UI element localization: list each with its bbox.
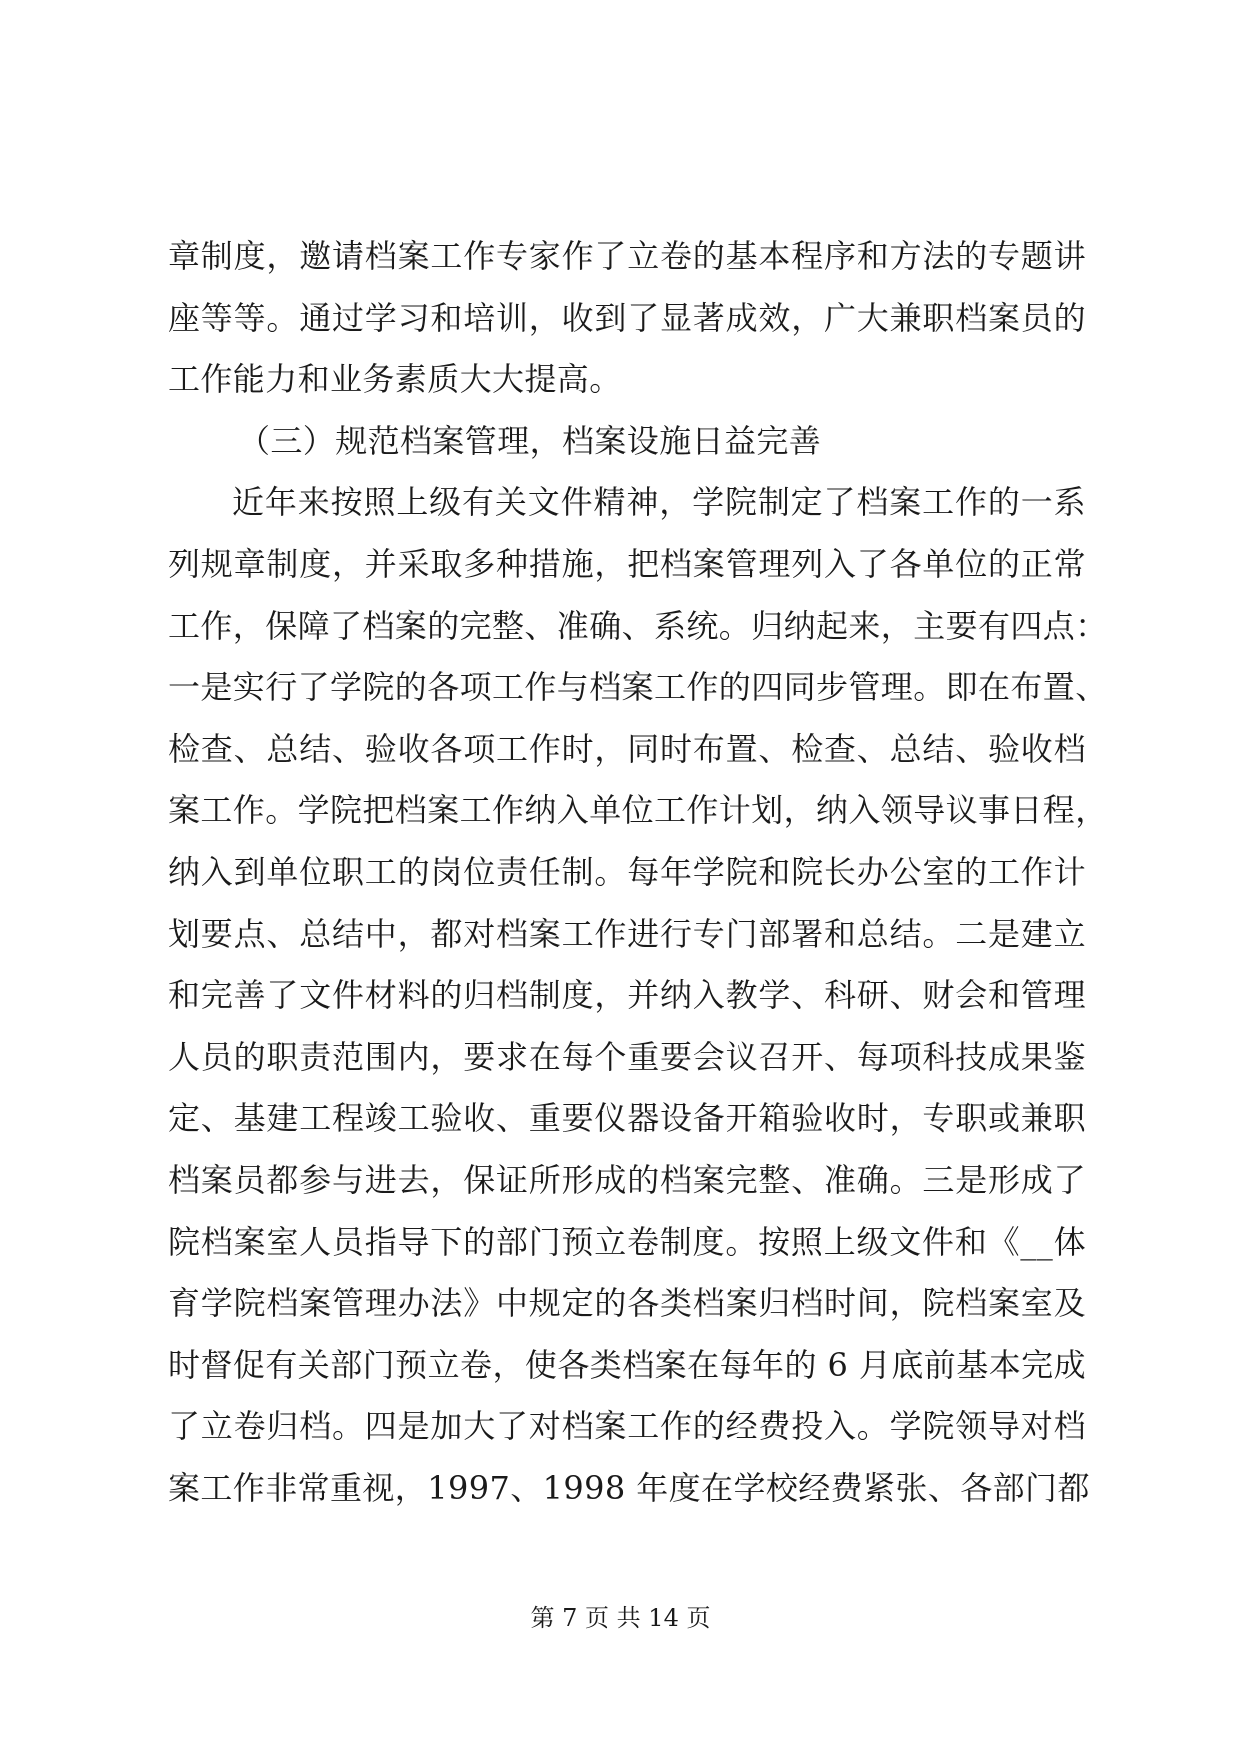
text-line: 院档案室人员指导下的部门预立卷制度。按照上级文件和《__体 — [168, 1222, 1086, 1261]
text-line: 档案员都参与进去，保证所形成的档案完整、准确。三是形成了 — [168, 1160, 1086, 1199]
text-line: 人员的职责范围内，要求在每个重要会议召开、每项科技成果鉴 — [168, 1037, 1086, 1076]
text-line: 和完善了文件材料的归档制度，并纳入教学、科研、财会和管理 — [168, 976, 1086, 1015]
text-line: 一是实行了学院的各项工作与档案工作的四同步管理。即在布置、 — [168, 668, 1108, 707]
text-line: 列规章制度，并采取多种措施，把档案管理列入了各单位的正常 — [168, 544, 1086, 583]
text-line: 定、基建工程竣工验收、重要仪器设备开箱验收时，专职或兼职 — [168, 1099, 1086, 1138]
section-heading: （三）规范档案管理，档案设施日益完善 — [238, 421, 822, 460]
text-line: 案工作。学院把档案工作纳入单位工作计划，纳入领导议事日程， — [168, 791, 1108, 830]
text-line: 近年来按照上级有关文件精神，学院制定了档案工作的一系 — [232, 483, 1086, 522]
text-line: 座等等。通过学习和培训，收到了显著成效，广大兼职档案员的 — [168, 298, 1086, 337]
page-number: 第 7 页 共 14 页 — [530, 1604, 711, 1632]
text-line: 了立卷归档。四是加大了对档案工作的经费投入。学院领导对档 — [168, 1407, 1086, 1446]
text-line: 育学院档案管理办法》中规定的各类档案归档时间，院档案室及 — [168, 1284, 1086, 1323]
text-line: 检查、总结、验收各项工作时，同时布置、检查、总结、验收档 — [168, 729, 1086, 768]
page-footer — [0, 1603, 1241, 1633]
text-line: 时督促有关部门预立卷，使各类档案在每年的 6 月底前基本完成 — [168, 1345, 1086, 1384]
text-line: 划要点、总结中，都对档案工作进行专门部署和总结。二是建立 — [168, 914, 1086, 953]
text-line: 工作能力和业务素质大大提高。 — [168, 360, 622, 399]
text-line: 章制度，邀请档案工作专家作了立卷的基本程序和方法的专题讲 — [168, 237, 1086, 275]
text-line: 案工作非常重视，1997、1998 年度在学校经费紧张、各部门都 — [168, 1468, 1090, 1507]
text-line: 纳入到单位职工的岗位责任制。每年学院和院长办公室的工作计 — [168, 852, 1086, 891]
text-line: 工作，保障了档案的完整、准确、系统。归纳起来，主要有四点： — [168, 606, 1108, 645]
body-text — [168, 226, 1108, 1519]
